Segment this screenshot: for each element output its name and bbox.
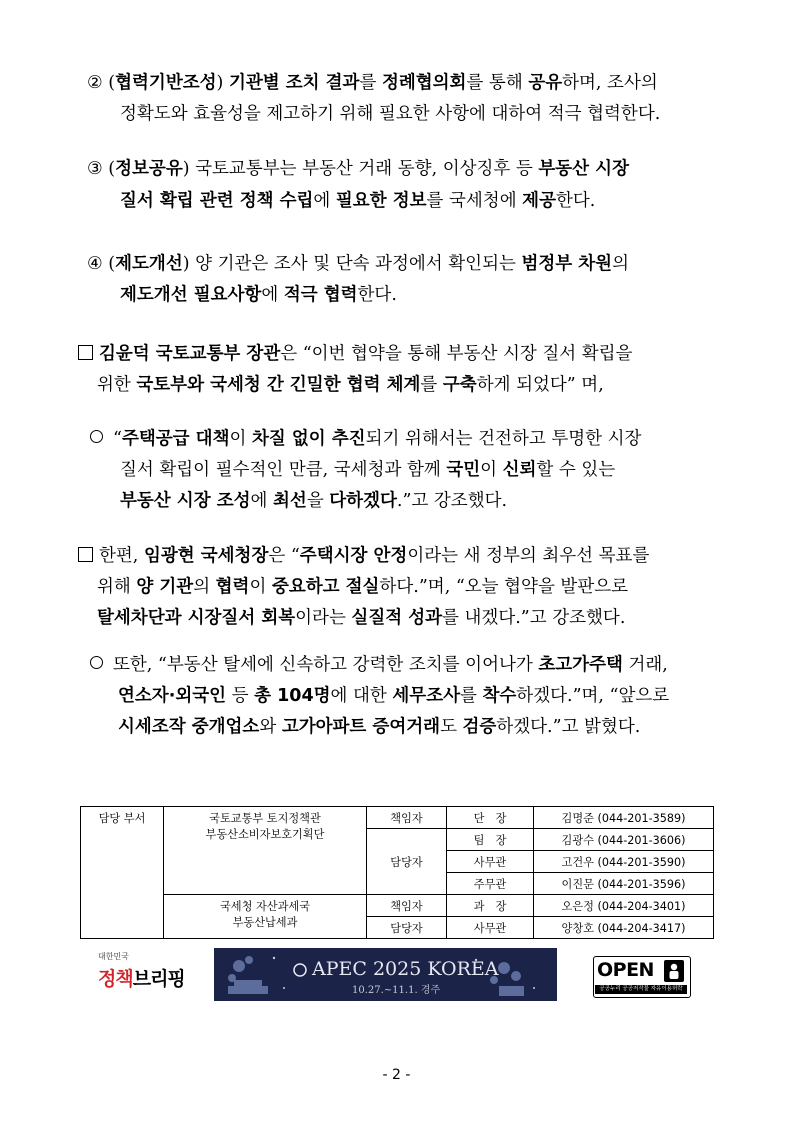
- text-segment: 은 “: [268, 546, 300, 566]
- title-cell: 사무관: [447, 851, 534, 873]
- text-segment: 하다.”며, “오늘 협약을 발판으로: [379, 577, 629, 597]
- molit-dept-line-1: 국토교통부 토지정책관: [209, 812, 321, 825]
- person-cell: 이진문 (044-201-3596): [534, 873, 714, 895]
- section-1-sub-line-1: [90, 428, 641, 450]
- text-segment: 한다.: [555, 191, 596, 211]
- text-segment: ): [216, 73, 229, 93]
- title-cell: 사무관: [447, 917, 534, 939]
- text-segment: 위해: [97, 577, 137, 597]
- text-segment: (: [108, 73, 116, 93]
- para-3-number: ③: [87, 159, 103, 179]
- nts-dept-cell: [164, 895, 367, 939]
- bold-text-segment: 적극 협력: [283, 285, 358, 305]
- text-segment: 를 국세청에: [426, 191, 523, 211]
- text-segment: 하게 되었다” 며,: [476, 375, 604, 395]
- para-2-line-2: 정확도와 효율성을 제고하기 위해 필요한 사항에 대하여 적극 협력한다.: [120, 104, 661, 124]
- para-4-number: ④: [87, 254, 103, 274]
- text-segment: 하겠다.”고 밝혔다.: [496, 717, 641, 737]
- role-cell: 담당자: [367, 829, 447, 895]
- section-1-sub-line-3: [120, 490, 507, 512]
- apec-banner[interactable]: [214, 948, 557, 1001]
- text-segment: 하겠다.”며, “앞으로: [516, 686, 670, 706]
- person-cell: 김광수 (044-201-3606): [534, 829, 714, 851]
- text-segment: (: [108, 254, 116, 274]
- bold-text-segment: 다하겠다: [329, 491, 397, 511]
- bold-text-segment: 주택공급 대책: [121, 429, 230, 449]
- bold-text-segment: 총 104명: [254, 686, 331, 706]
- bold-text-segment: 정보공유: [115, 159, 183, 179]
- text-segment: 에: [261, 285, 284, 305]
- text-segment: 은 “이번 협약을 통해 부동산 시장 질서 확립을: [280, 344, 633, 364]
- bold-text-segment: 공유: [528, 73, 563, 93]
- bold-text-segment: 주택시장 안정: [299, 546, 408, 566]
- role-cell: 책임자: [367, 807, 447, 829]
- text-segment: 이: [229, 429, 252, 449]
- title-cell: 단 장: [447, 807, 534, 829]
- section-2-line-2: [97, 576, 628, 598]
- checkbox-square-icon: [78, 547, 93, 562]
- bold-text-segment: 중요하고 절실: [271, 577, 380, 597]
- bold-text-segment: 시세조작 중개업소: [118, 717, 260, 737]
- bold-text-segment: 필요한 정보: [335, 191, 427, 211]
- text-segment: 와: [259, 717, 282, 737]
- bold-text-segment: 초고가주택: [538, 655, 623, 675]
- molit-dept-cell: [164, 807, 367, 895]
- text-segment: .”고 강조했다.: [396, 491, 508, 511]
- bold-text-segment: 고가아파트 증여거래: [281, 717, 441, 737]
- section-1-line-1: [78, 343, 632, 365]
- title-cell: 과 장: [447, 895, 534, 917]
- bold-text-segment: 제공: [522, 191, 556, 211]
- bold-text-segment: 국토부와 국세청 간 긴밀한 협력 체계: [136, 375, 421, 395]
- bold-text-segment: 양 기관: [136, 577, 194, 597]
- title-cell: 주무관: [447, 873, 534, 895]
- para-2-number: ②: [87, 73, 103, 93]
- text-segment: 하며, 조사의: [562, 73, 658, 93]
- bold-text-segment: 신뢰: [502, 460, 537, 480]
- bold-text-segment: 범정부 차원: [521, 254, 613, 274]
- bullet-circle-icon: [90, 430, 103, 443]
- table-row: [81, 895, 714, 917]
- bullet-circle-icon: [90, 656, 103, 669]
- nts-dept-line-2: 부동산납세과: [232, 916, 298, 929]
- dept-label-cell: 담당 부서: [81, 807, 164, 939]
- kogl-open-text: OPEN: [597, 959, 654, 981]
- person-cell: 양창호 (044-204-3417): [534, 917, 714, 939]
- text-segment: 되기 위해서는 건전하고 투명한 시장: [365, 429, 642, 449]
- text-segment: 할 수 있는: [536, 460, 616, 480]
- bold-text-segment: 기관별 조치 결과: [228, 73, 360, 93]
- text-segment: “: [113, 429, 122, 449]
- bold-text-segment: 구축: [442, 375, 477, 395]
- text-segment: 를: [359, 73, 382, 93]
- text-segment: 을: [306, 491, 330, 511]
- para-4-line-2: [120, 284, 397, 306]
- text-segment: 한다.: [357, 285, 397, 305]
- text-segment: 이라는: [295, 608, 352, 628]
- text-segment: 위한: [97, 375, 137, 395]
- policy-briefing-title: 정책브리핑: [98, 968, 185, 990]
- para-2-line-1: [87, 72, 658, 94]
- bold-text-segment: 국민: [446, 460, 481, 480]
- text-segment: 를: [420, 375, 443, 395]
- table-row: [81, 807, 714, 829]
- section-2-sub-line-1: [90, 654, 668, 676]
- checkbox-square-icon: [78, 345, 93, 360]
- kogl-open-logo[interactable]: [593, 956, 691, 998]
- text-segment: 에: [250, 491, 273, 511]
- bold-text-segment: 임광현 국세청장: [143, 546, 269, 566]
- bold-text-segment: 부동산 시장 조성: [120, 491, 251, 511]
- text-segment: ) 국토교통부는 부동산 거래 동향, 이상징후 등: [182, 159, 539, 179]
- page-number: - 2 -: [382, 1067, 411, 1083]
- text-segment: (: [108, 159, 116, 179]
- bold-text-segment: 김윤덕 국토교통부 장관: [99, 344, 281, 364]
- text-segment: 이: [480, 460, 503, 480]
- section-2-line-1: [78, 545, 649, 567]
- contact-table: [80, 806, 714, 939]
- bold-text-segment: 차질 없이 추진: [251, 429, 366, 449]
- text-segment: 거래,: [622, 655, 668, 675]
- person-icon: [664, 960, 684, 982]
- text-segment: 를 내겠다.”고 강조했다.: [442, 608, 626, 628]
- text-segment: 에 대한: [330, 686, 393, 706]
- bold-text-segment: 실질적 성과: [351, 608, 443, 628]
- bold-text-segment: 협력기반조성: [115, 73, 217, 93]
- section-2-line-3: [97, 607, 625, 629]
- bold-text-segment: 연소자·외국인: [118, 686, 227, 706]
- text-segment: 를: [460, 686, 483, 706]
- text-segment: 한편,: [99, 546, 144, 566]
- text-segment: 에: [313, 191, 336, 211]
- section-1-line-2: [97, 374, 604, 396]
- section-1-sub-line-2: [120, 459, 615, 481]
- bold-text-segment: 정례협의회: [381, 73, 467, 93]
- policy-briefing-logo[interactable]: [98, 951, 193, 999]
- section-2-sub-line-3: [118, 716, 640, 738]
- section-2-sub-line-2: [118, 685, 669, 707]
- text-segment: 등: [226, 686, 255, 706]
- apec-date: 10.27.~11.1. 경주: [352, 985, 441, 996]
- bold-text-segment: 협력: [215, 577, 250, 597]
- text-segment: ) 양 기관은 조사 및 단속 과정에서 확인되는: [182, 254, 522, 274]
- person-cell: 오은정 (044-204-3401): [534, 895, 714, 917]
- title-cell: 팀 장: [447, 829, 534, 851]
- text-segment: 의: [612, 254, 629, 274]
- nts-dept-line-1: 국세청 자산과세국: [219, 900, 310, 913]
- text-segment: 이: [249, 577, 272, 597]
- para-3-line-1: [87, 158, 629, 180]
- role-cell: 책임자: [367, 895, 447, 917]
- apec-title: APEC 2025 KOREA: [312, 958, 499, 980]
- bold-text-segment: 검증: [462, 717, 497, 737]
- text-segment: 또한, “부동산 탈세에 신속하고 강력한 조치를 이어나가: [113, 655, 539, 675]
- text-segment: 이라는 새 정부의 최우선 목표를: [407, 546, 650, 566]
- para-3-line-2: [120, 190, 595, 212]
- role-cell: 담당자: [367, 917, 447, 939]
- molit-dept-line-2: 부동산소비자보호기획단: [205, 828, 325, 841]
- kogl-subtitle: 공공누리 공공저작물 자유이용허락: [595, 985, 687, 994]
- bold-text-segment: 제도개선 필요사항: [120, 285, 262, 305]
- bold-text-segment: 착수: [482, 686, 517, 706]
- person-cell: 고건우 (044-201-3590): [534, 851, 714, 873]
- text-segment: 도: [440, 717, 463, 737]
- text-segment: 를 통해: [466, 73, 529, 93]
- bold-text-segment: 질서 확립 관련 정책 수립: [120, 191, 314, 211]
- para-4-line-1: [87, 253, 629, 275]
- text-segment: 의: [193, 577, 216, 597]
- bold-text-segment: 제도개선: [115, 254, 183, 274]
- policy-briefing-small-text: 대한민국: [98, 952, 129, 961]
- bold-text-segment: 세무조사: [392, 686, 461, 706]
- text-segment: 질서 확립이 필수적인 만큼, 국세청과 함께: [120, 460, 447, 480]
- bold-text-segment: 탈세차단과 시장질서 회복: [97, 608, 296, 628]
- bold-text-segment: 최선: [273, 491, 307, 511]
- bold-text-segment: 부동산 시장: [538, 159, 629, 179]
- person-cell: 김명준 (044-201-3589): [534, 807, 714, 829]
